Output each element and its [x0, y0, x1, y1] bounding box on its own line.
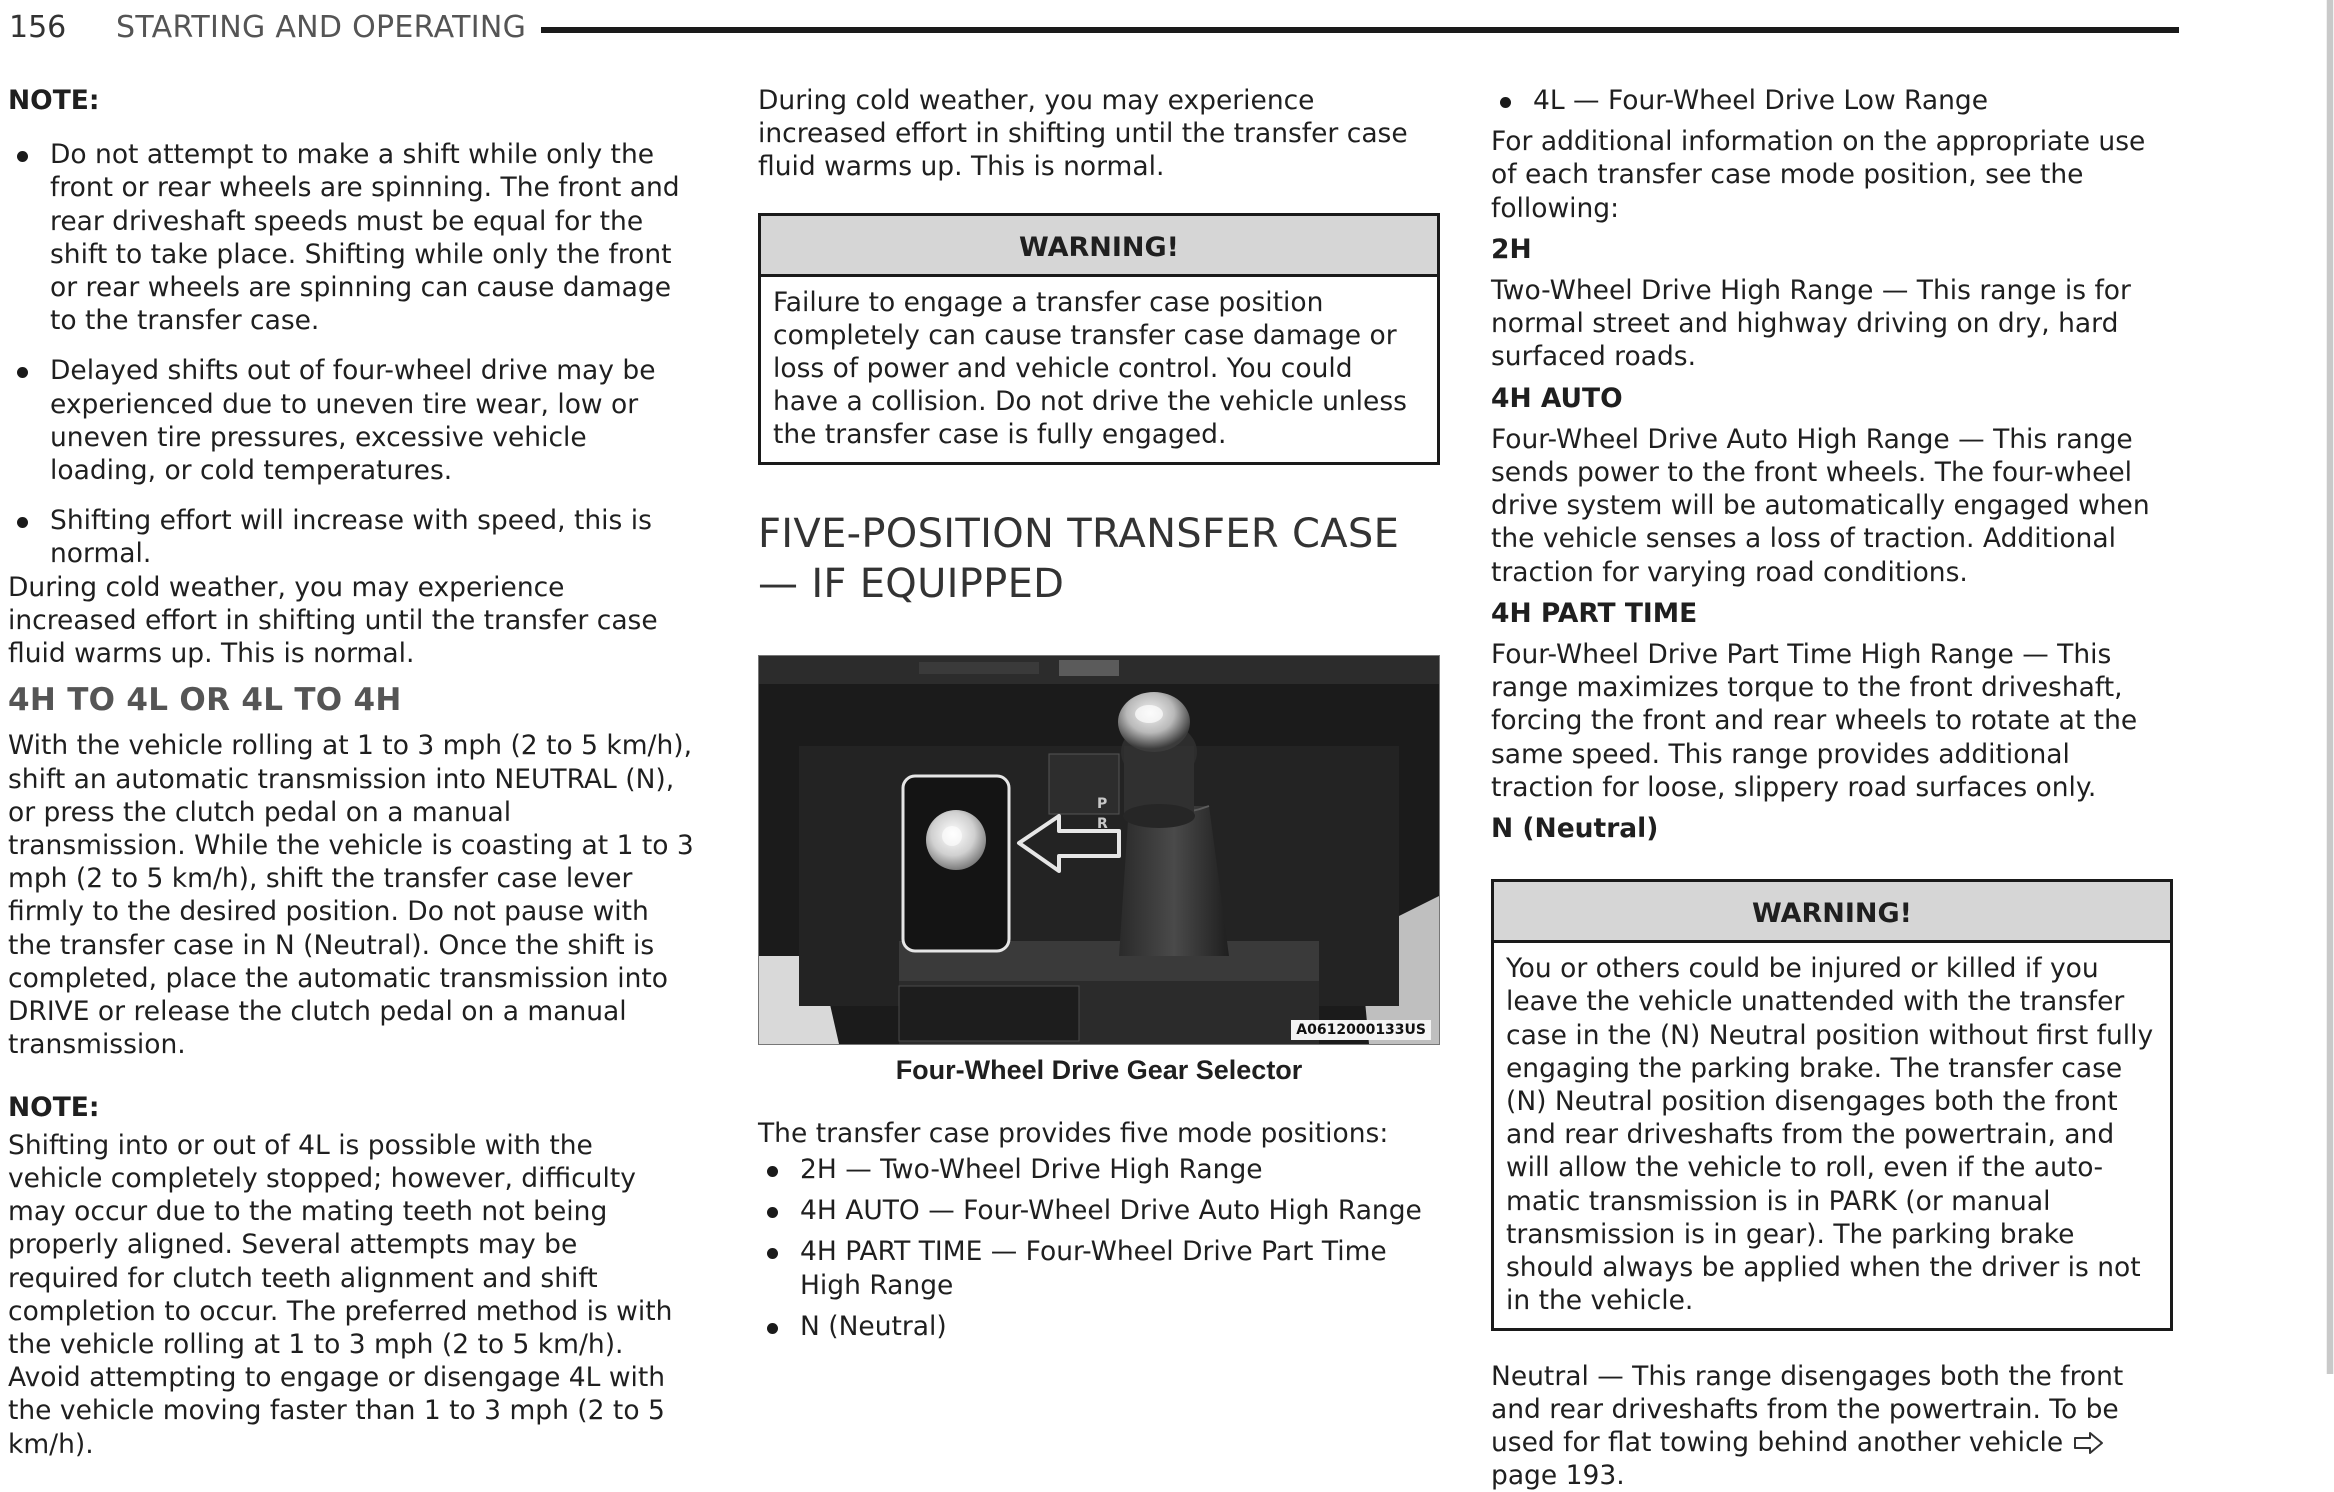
- list-item: [758, 1153, 1440, 1186]
- additional-info-paragraph: For additional information on the appropriate use of each transfer case mode position, see the following:: [1491, 125, 2173, 225]
- cold-weather-paragraph: During cold weather, you may experience increased effort in shifting until the transfer case fluid warms up. This is normal.: [758, 84, 1440, 184]
- mode-heading-2h: 2H: [1491, 233, 2173, 266]
- list-item: [8, 354, 694, 487]
- page-number: 156: [9, 10, 66, 45]
- mode-list-continued: [1491, 84, 2173, 117]
- modes-intro: The transfer case provides five mode positions:: [758, 1117, 1440, 1150]
- mode-list: [758, 1153, 1440, 1343]
- list-item: [758, 1194, 1440, 1227]
- page-title: FIVE-POSITION TRANSFER CASE — IF EQUIPPED: [758, 509, 1440, 609]
- page-header: [9, 10, 2179, 50]
- note-paragraph: Shifting into or out of 4L is possible with the vehicle completely stopped; however, difficulty may occur due to the mating teeth not being properly aligned. Several attempts may be required for clutch teeth alignment and shift completion to occur. The preferred method is with the vehicle rolling at 1 to 3 mph (2 to 5 km/h). Avoid attempting to engage or disengage 4L with the vehicle moving faster than 1 to 3 mph (2 to 5 km/h).: [8, 1129, 694, 1461]
- list-item-text: Delayed shifts out of four-wheel drive may be experienced due to uneven tire wear, low or uneven tire pressures, excessive vehicle loading, or cold temperatures.: [50, 355, 656, 486]
- mode-heading-neutral: N (Neutral): [1491, 812, 2173, 845]
- note-label: NOTE:: [8, 1091, 694, 1124]
- bullet-icon: [767, 1323, 778, 1334]
- warning-box: [1491, 879, 2173, 1330]
- warning-title: WARNING!: [761, 216, 1437, 277]
- page-reference-link[interactable]: page 193.: [1491, 1460, 1625, 1491]
- gear-selector-illustration: [759, 656, 1439, 1044]
- list-item: [758, 1235, 1440, 1301]
- bullet-icon: [17, 517, 28, 528]
- bullet-icon: [767, 1207, 778, 1218]
- list-item-text: 2H — Two-Wheel Drive High Range: [800, 1154, 1263, 1185]
- mode-description-2h: Two-Wheel Drive High Range — This range is for normal street and highway driving on dry, hard surfaced roads.: [1491, 274, 2173, 374]
- bullet-icon: [17, 367, 28, 378]
- neutral-text: Neutral — This range disengages both the front and rear driveshafts from the powertrain. To be used for flat towing behind another vehicle: [1491, 1361, 2123, 1458]
- column-right: [1491, 84, 2173, 1492]
- scrollbar-track[interactable]: [2326, 0, 2334, 1374]
- cold-weather-paragraph: During cold weather, you may experience increased effort in shifting until the transfer case fluid warms up. This is normal.: [8, 571, 694, 671]
- warning-box: [758, 213, 1440, 465]
- list-item: [8, 138, 694, 337]
- list-item: [8, 504, 694, 570]
- warning-text: Failure to engage a transfer case position completely can cause transfer case damage or loss of power and vehicle control. You could have a collision. Do not drive the vehicle unless the transfer case is fully engaged.: [761, 277, 1437, 462]
- column-left: [8, 84, 694, 1461]
- bullet-icon: [767, 1166, 778, 1177]
- sub-heading: 4H TO 4L OR 4L TO 4H: [8, 684, 694, 717]
- svg-text:P: P: [1097, 796, 1107, 812]
- gear-selector-image: [758, 655, 1440, 1045]
- bullet-icon: [767, 1248, 778, 1259]
- list-item-text: 4H PART TIME — Four-Wheel Drive Part Time High Range: [800, 1236, 1387, 1300]
- warning-text: You or others could be injured or killed if you leave the vehicle unattended with the transfer case in the (N) Neutral position without first fully engaging the parking brake. The transfer case (N) Neutral position disengages both the front and rear driveshafts from the powertrain, and will allow the vehicle to roll, even if the automatic transmission is in PARK (or manual transmission is in gear). The parking brake should always be applied when the driver is not in the vehicle.: [1494, 943, 2170, 1327]
- neutral-description: [1491, 1360, 2173, 1492]
- bullet-icon: [1500, 97, 1511, 108]
- mode-heading-4h-auto: 4H AUTO: [1491, 382, 2173, 415]
- mode-heading-4h-part-time: 4H PART TIME: [1491, 597, 2173, 630]
- list-item-text: 4L — Four-Wheel Drive Low Range: [1533, 85, 1988, 116]
- scrollbar-thumb[interactable]: [2327, 0, 2333, 1374]
- list-item-text: N (Neutral): [800, 1311, 947, 1342]
- list-item: [1491, 84, 2173, 117]
- section-title: STARTING AND OPERATING: [116, 10, 526, 45]
- page-reference-arrow-icon: [2072, 1430, 2106, 1456]
- column-middle: [758, 84, 1440, 1343]
- figure-code: A0612000133US: [1291, 1020, 1431, 1040]
- warning-title: WARNING!: [1494, 882, 2170, 943]
- svg-text:R: R: [1097, 816, 1108, 832]
- mode-description-4h-part-time: Four-Wheel Drive Part Time High Range — This range maximizes torque to the front driveshaft, forcing the front and rear wheels to rotate at the same speed. This range provides additional traction for loose, slippery road surfaces only.: [1491, 638, 2173, 804]
- shift-procedure-paragraph: With the vehicle rolling at 1 to 3 mph (2 to 5 km/h), shift an automatic transmission into NEUTRAL (N), or press the clutch pedal on a manual transmission. While the vehicle is coasting at 1 to 3 mph (2 to 5 km/h), shift the transfer case lever firmly to the desired position. Do not pause with the transfer case in N (Neutral). Once the shift is completed, place the automatic transmission into DRIVE or release the clutch pedal on a manual transmission.: [8, 729, 694, 1061]
- list-item: [758, 1310, 1440, 1343]
- bullet-icon: [17, 151, 28, 162]
- figure-caption: Four-Wheel Drive Gear Selector: [758, 1054, 1440, 1087]
- list-item-text: Do not attempt to make a shift while only the front or rear wheels are spinning. The front and rear driveshaft speeds must be equal for the shift to take place. Shifting while only the front or rear wheels are spinning can cause damage to the transfer case.: [50, 139, 680, 336]
- note-label: NOTE:: [8, 84, 694, 117]
- note-bullet-list: [8, 138, 694, 570]
- mode-description-4h-auto: Four-Wheel Drive Auto High Range — This range sends power to the front wheels. The four-wheel drive system will be automatically engaged when the vehicle senses a loss of traction. Additional traction for varying road conditions.: [1491, 423, 2173, 589]
- list-item-text: Shifting effort will increase with speed, this is normal.: [50, 505, 652, 569]
- list-item-text: 4H AUTO — Four-Wheel Drive Auto High Range: [800, 1195, 1422, 1226]
- header-rule: [541, 27, 2179, 33]
